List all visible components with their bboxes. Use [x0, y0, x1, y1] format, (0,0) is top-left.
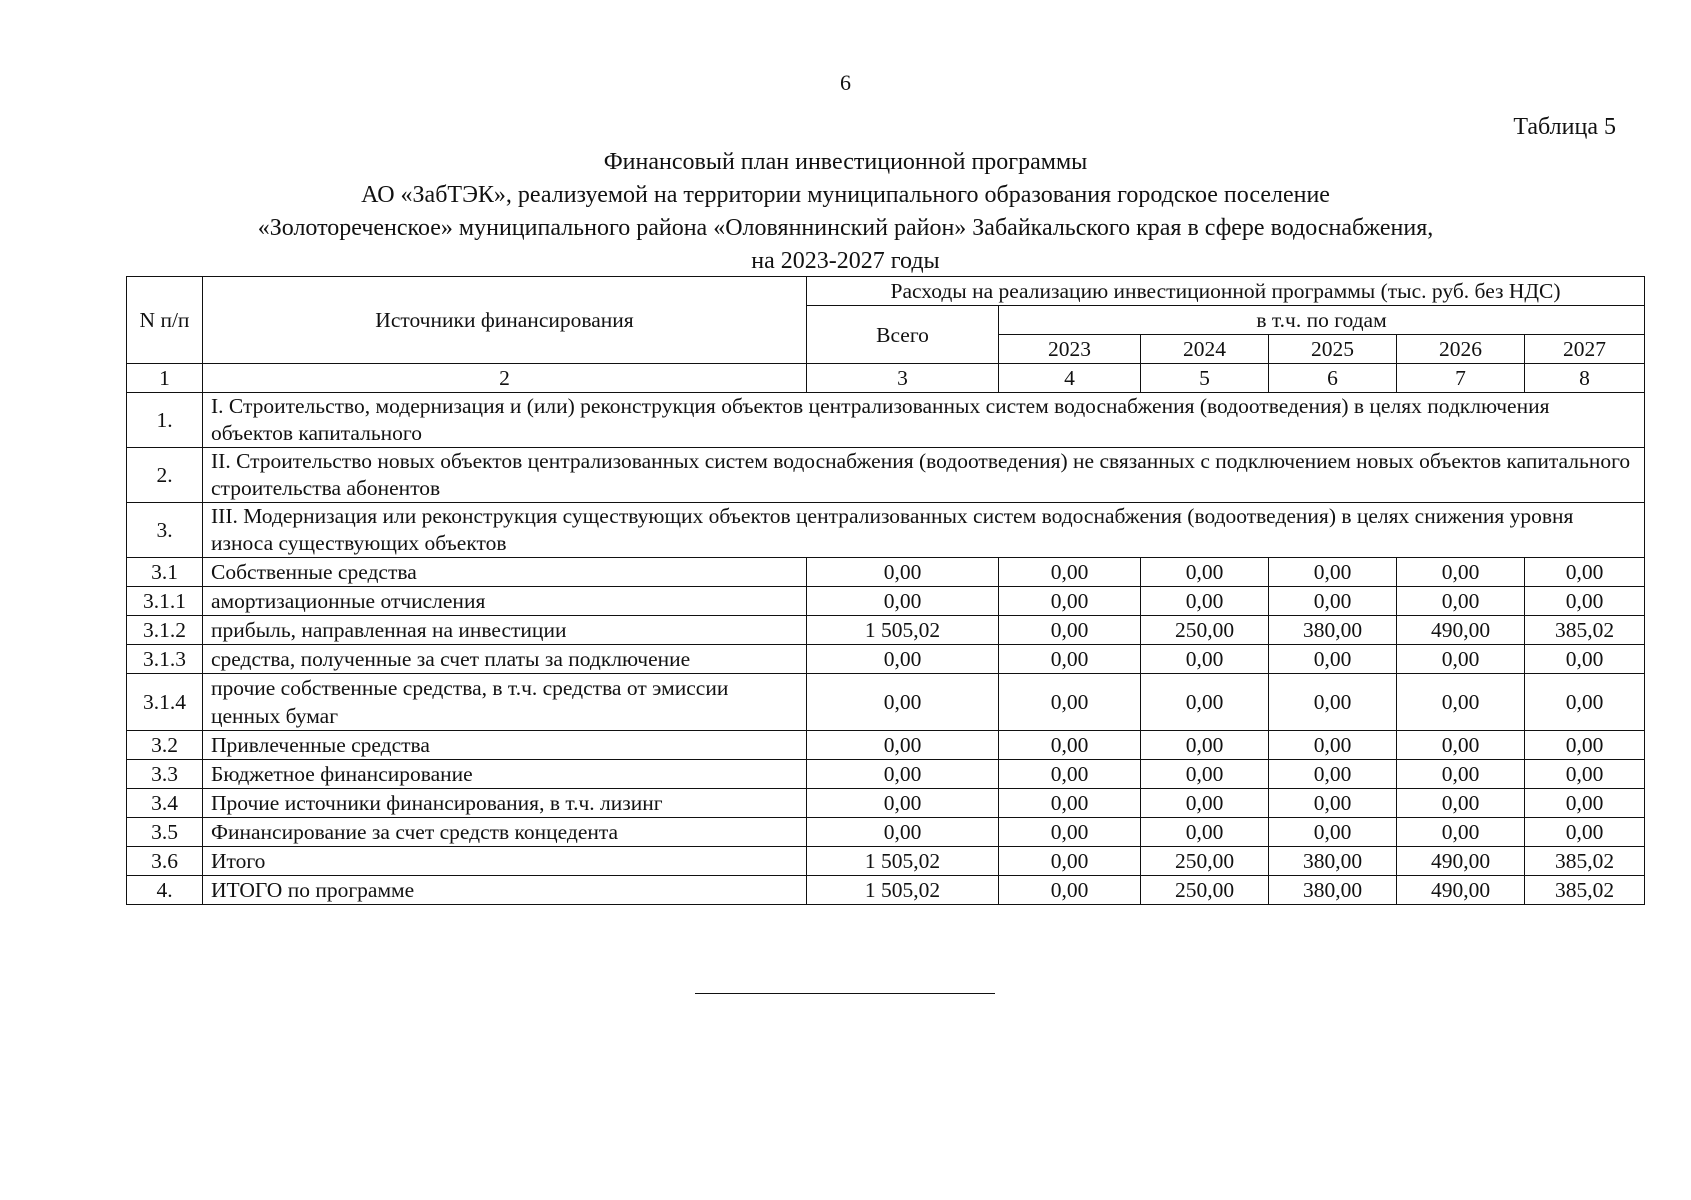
- table-row: [127, 760, 1645, 789]
- row-2023: 0,00: [999, 731, 1141, 760]
- footer-divider: [695, 993, 995, 994]
- column-number: 1: [127, 364, 203, 393]
- row-2027: 0,00: [1525, 558, 1645, 587]
- row-2025: 380,00: [1269, 847, 1397, 876]
- row-total: 1 505,02: [807, 616, 999, 645]
- table-row: [127, 731, 1645, 760]
- section-text: II. Строительство новых объектов централизованных систем водоснабжения (водоотведения) не связанных с подключением новых объектов капитального строительства абонентов: [203, 448, 1645, 503]
- row-2024: 250,00: [1141, 616, 1269, 645]
- row-2026: 0,00: [1397, 789, 1525, 818]
- row-name: средства, полученные за счет платы за подключение: [203, 645, 807, 674]
- table-row: [127, 674, 1645, 731]
- table-row: [127, 818, 1645, 847]
- row-2027: 0,00: [1525, 760, 1645, 789]
- header-row: [127, 277, 1645, 306]
- title-line: на 2023-2027 годы: [751, 248, 940, 274]
- row-2026: 0,00: [1397, 818, 1525, 847]
- row-2027: 385,02: [1525, 616, 1645, 645]
- row-2024: 0,00: [1141, 760, 1269, 789]
- row-num: 3.6: [127, 847, 203, 876]
- row-2025: 0,00: [1269, 645, 1397, 674]
- row-2025: 0,00: [1269, 731, 1397, 760]
- title-line: Финансовый план инвестиционной программы: [603, 149, 1088, 175]
- row-2024: 250,00: [1141, 847, 1269, 876]
- row-num: 4.: [127, 876, 203, 905]
- row-2026: 0,00: [1397, 760, 1525, 789]
- row-total: 0,00: [807, 674, 999, 731]
- row-num: 3.1.1: [127, 587, 203, 616]
- section-num: 1.: [127, 393, 203, 448]
- row-2024: 0,00: [1141, 731, 1269, 760]
- row-2026: 0,00: [1397, 587, 1525, 616]
- row-total: 0,00: [807, 587, 999, 616]
- column-number: 3: [807, 364, 999, 393]
- row-name: прочие собственные средства, в т.ч. средства от эмиссии ценных бумаг: [203, 674, 807, 731]
- row-num: 3.1.4: [127, 674, 203, 731]
- row-total: 1 505,02: [807, 876, 999, 905]
- row-2025: 0,00: [1269, 558, 1397, 587]
- row-name: амортизационные отчисления: [203, 587, 807, 616]
- row-2025: 0,00: [1269, 587, 1397, 616]
- row-2023: 0,00: [999, 876, 1141, 905]
- row-2023: 0,00: [999, 847, 1141, 876]
- column-number: 8: [1525, 364, 1645, 393]
- row-2025: 380,00: [1269, 616, 1397, 645]
- row-2026: 490,00: [1397, 847, 1525, 876]
- row-name: Привлеченные средства: [203, 731, 807, 760]
- column-numbers-row: [127, 364, 1645, 393]
- row-num: 3.2: [127, 731, 203, 760]
- row-2026: 0,00: [1397, 645, 1525, 674]
- row-2024: 0,00: [1141, 558, 1269, 587]
- row-total: 0,00: [807, 731, 999, 760]
- row-2024: 0,00: [1141, 587, 1269, 616]
- row-2025: 380,00: [1269, 876, 1397, 905]
- row-total: 0,00: [807, 760, 999, 789]
- header-year: 2024: [1141, 335, 1269, 364]
- row-2023: 0,00: [999, 760, 1141, 789]
- row-2023: 0,00: [999, 558, 1141, 587]
- row-2023: 0,00: [999, 674, 1141, 731]
- row-2023: 0,00: [999, 587, 1141, 616]
- column-number: 4: [999, 364, 1141, 393]
- table-row: [127, 789, 1645, 818]
- row-total: 0,00: [807, 645, 999, 674]
- header-year: 2027: [1525, 335, 1645, 364]
- header-expenses: Расходы на реализацию инвестиционной программы (тыс. руб. без НДС): [807, 277, 1645, 306]
- row-2024: 250,00: [1141, 876, 1269, 905]
- column-number: 2: [203, 364, 807, 393]
- row-name: Итого: [203, 847, 807, 876]
- title-line: АО «ЗабТЭК», реализуемой на территории муниципального образования городское поселение: [361, 182, 1330, 208]
- row-2027: 0,00: [1525, 587, 1645, 616]
- header-year: 2026: [1397, 335, 1525, 364]
- row-2023: 0,00: [999, 818, 1141, 847]
- table-row: [127, 587, 1645, 616]
- row-2026: 0,00: [1397, 674, 1525, 731]
- row-name: ИТОГО по программе: [203, 876, 807, 905]
- row-num: 3.4: [127, 789, 203, 818]
- row-total: 1 505,02: [807, 847, 999, 876]
- row-2027: 0,00: [1525, 789, 1645, 818]
- row-name: Бюджетное финансирование: [203, 760, 807, 789]
- header-year: 2025: [1269, 335, 1397, 364]
- header-by-years: в т.ч. по годам: [999, 306, 1645, 335]
- row-2023: 0,00: [999, 645, 1141, 674]
- row-2027: 0,00: [1525, 674, 1645, 731]
- section-num: 3.: [127, 503, 203, 558]
- table-label: Таблица 5: [1513, 114, 1616, 140]
- row-2025: 0,00: [1269, 674, 1397, 731]
- row-total: 0,00: [807, 558, 999, 587]
- row-2024: 0,00: [1141, 789, 1269, 818]
- table-row: [127, 558, 1645, 587]
- row-2026: 490,00: [1397, 876, 1525, 905]
- row-2027: 385,02: [1525, 847, 1645, 876]
- row-2025: 0,00: [1269, 760, 1397, 789]
- document-title: [0, 146, 1691, 278]
- row-num: 3.3: [127, 760, 203, 789]
- column-number: 6: [1269, 364, 1397, 393]
- row-2027: 0,00: [1525, 818, 1645, 847]
- row-num: 3.1.3: [127, 645, 203, 674]
- page-number: 6: [840, 70, 851, 95]
- section-row: [127, 393, 1645, 448]
- column-number: 7: [1397, 364, 1525, 393]
- row-num: 3.5: [127, 818, 203, 847]
- row-num: 3.1.2: [127, 616, 203, 645]
- row-name: прибыль, направленная на инвестиции: [203, 616, 807, 645]
- row-2024: 0,00: [1141, 645, 1269, 674]
- section-row: [127, 503, 1645, 558]
- row-name: Финансирование за счет средств концедента: [203, 818, 807, 847]
- row-2027: 0,00: [1525, 645, 1645, 674]
- row-name: Собственные средства: [203, 558, 807, 587]
- header-total: Всего: [807, 306, 999, 364]
- section-row: [127, 448, 1645, 503]
- column-number: 5: [1141, 364, 1269, 393]
- row-2026: 490,00: [1397, 616, 1525, 645]
- section-text: I. Строительство, модернизация и (или) реконструкция объектов централизованных систем водоснабжения (водоотведения) в целях подключения объектов капитального: [203, 393, 1645, 448]
- row-2024: 0,00: [1141, 674, 1269, 731]
- row-2027: 0,00: [1525, 731, 1645, 760]
- row-name: Прочие источники финансирования, в т.ч. лизинг: [203, 789, 807, 818]
- header-source: Источники финансирования: [203, 277, 807, 364]
- row-2023: 0,00: [999, 789, 1141, 818]
- row-total: 0,00: [807, 818, 999, 847]
- header-year: 2023: [999, 335, 1141, 364]
- section-text: III. Модернизация или реконструкция существующих объектов централизованных систем водоснабжения (водоотведения) в целях снижения уровня износа существующих объектов: [203, 503, 1645, 558]
- table-row: [127, 616, 1645, 645]
- header-num: N п/п: [127, 277, 203, 364]
- table-row: [127, 876, 1645, 905]
- financial-plan-table: [126, 276, 1645, 905]
- section-num: 2.: [127, 448, 203, 503]
- row-2024: 0,00: [1141, 818, 1269, 847]
- row-num: 3.1: [127, 558, 203, 587]
- row-2023: 0,00: [999, 616, 1141, 645]
- table-row: [127, 645, 1645, 674]
- row-2027: 385,02: [1525, 876, 1645, 905]
- row-total: 0,00: [807, 789, 999, 818]
- table-row: [127, 847, 1645, 876]
- row-2026: 0,00: [1397, 731, 1525, 760]
- title-line: «Золотореченское» муниципального района «Оловяннинский район» Забайкальского края в сфере водоснабжения,: [257, 215, 1434, 241]
- row-2025: 0,00: [1269, 818, 1397, 847]
- row-2025: 0,00: [1269, 789, 1397, 818]
- row-2026: 0,00: [1397, 558, 1525, 587]
